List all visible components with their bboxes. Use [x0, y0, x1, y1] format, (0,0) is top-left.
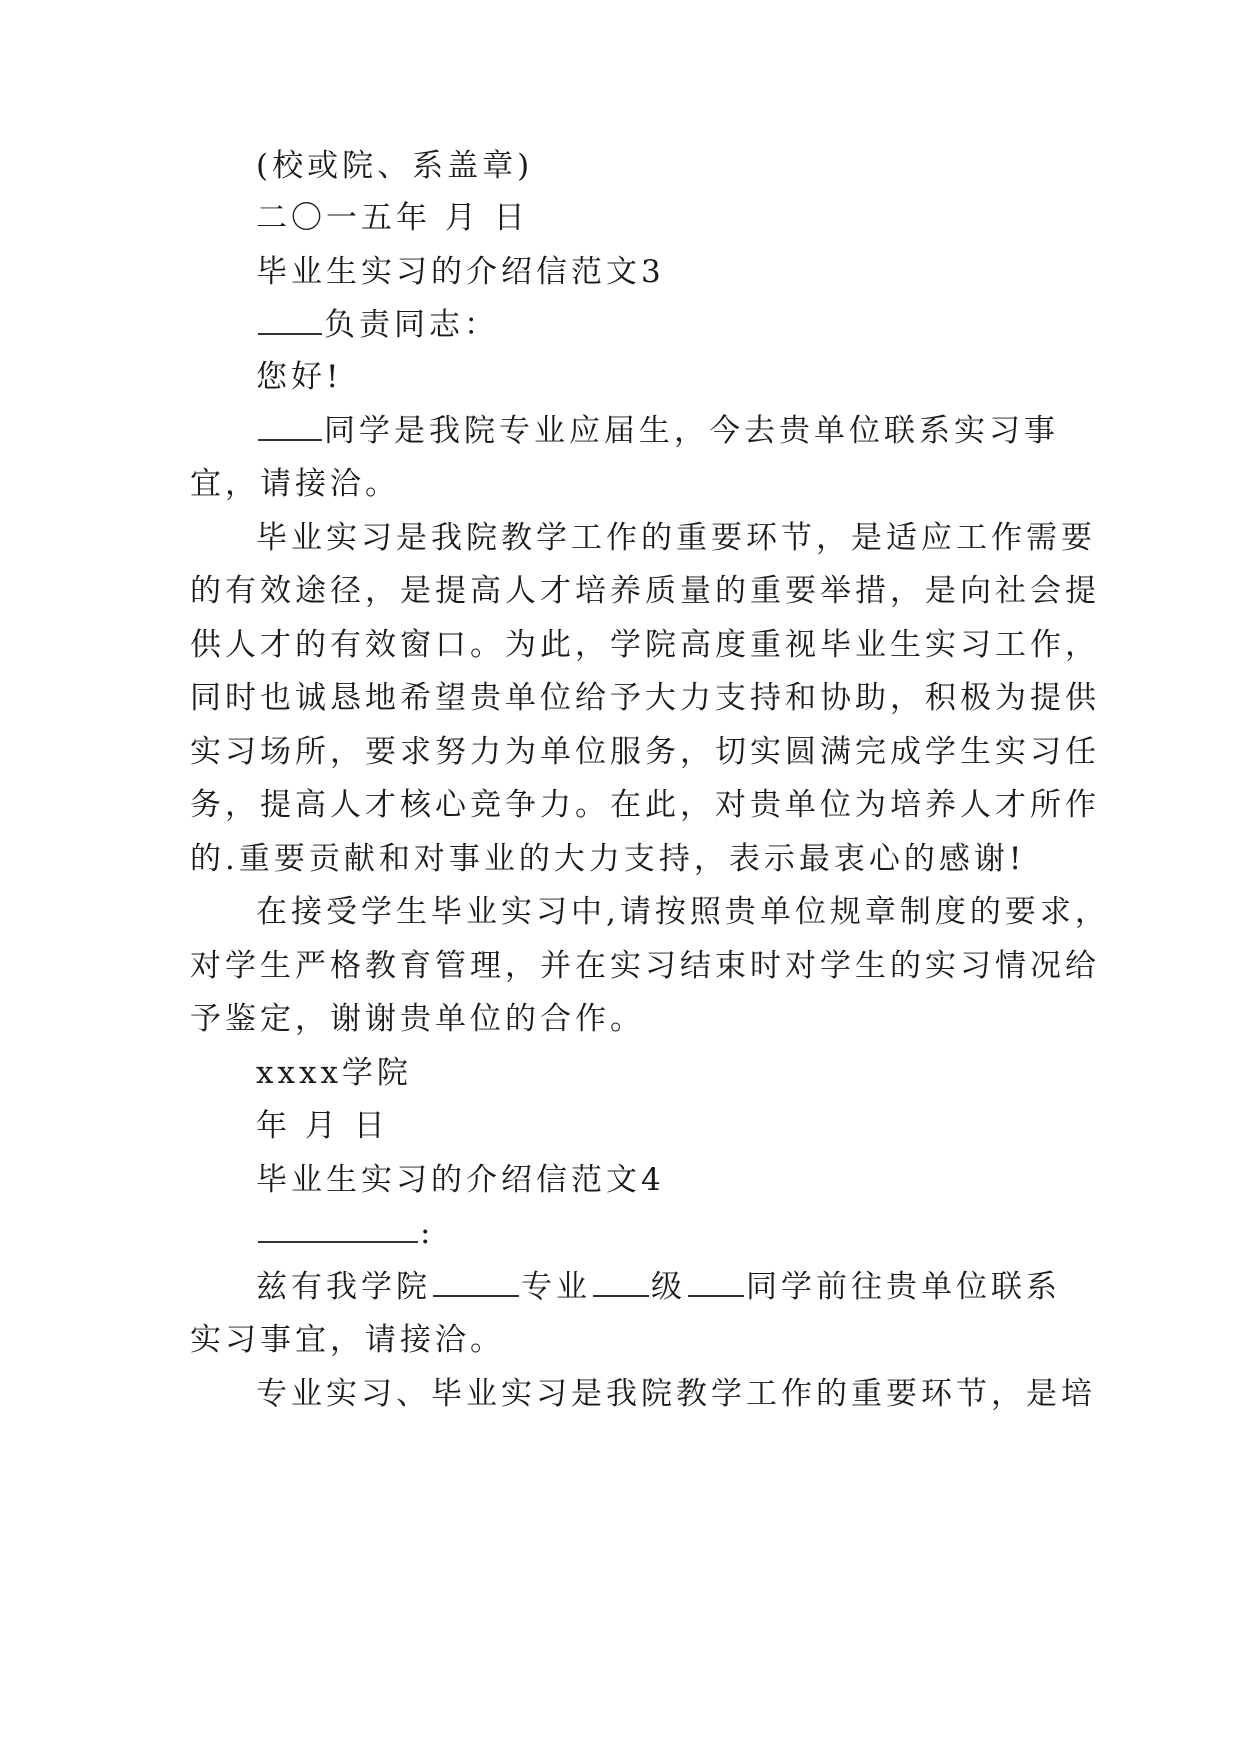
paragraph-line: 在接受学生毕业实习中,请按照贵单位规章制度的要求，: [256, 894, 1110, 930]
paragraph-text: 同学是我院专业应届生，今去贵单位联系实习事: [324, 413, 1059, 449]
salutation-text: :: [420, 1215, 435, 1251]
date-line: 年 月 日: [256, 1108, 389, 1144]
paragraph-line: 予鉴定，谢谢贵单位的合作。: [190, 1001, 645, 1037]
blank-field: [258, 413, 322, 441]
paragraph-line: 对学生严格教育管理，并在实习结束时对学生的实习情况给: [190, 948, 1100, 984]
salutation-4: [256, 1213, 434, 1253]
blank-field: [258, 1215, 418, 1243]
stamp-note: (校或院、系盖章): [256, 148, 534, 184]
blank-field: [258, 307, 322, 335]
paragraph-text: 级: [651, 1269, 686, 1305]
paragraph-text: 兹有我学院: [256, 1269, 431, 1305]
paragraph-line: 宜，请接洽。: [190, 466, 400, 502]
paragraph-line: 同时也诚恳地希望贵单位给予大力支持和协助，积极为提供: [190, 680, 1100, 716]
blank-field: [688, 1269, 744, 1297]
paragraph-text: 同学前往贵单位联系: [746, 1269, 1061, 1305]
signature-3: xxxx学院: [256, 1055, 412, 1091]
section-heading-4: 毕业生实习的介绍信范文4: [256, 1162, 665, 1198]
salutation-3: [256, 305, 499, 345]
blank-field: [433, 1269, 519, 1297]
paragraph-line: [256, 1267, 1061, 1307]
blank-field: [593, 1269, 649, 1297]
paragraph-line: 实习场所，要求努力为单位服务，切实圆满完成学生实习任: [190, 734, 1100, 770]
paragraph-line: 的.重要贡献和对事业的大力支持，表示最衷心的感谢!: [190, 841, 1026, 877]
salutation-text: 负责同志：: [324, 307, 499, 343]
paragraph-line: 供人才的有效窗口。为此，学院高度重视毕业生实习工作，: [190, 627, 1100, 663]
paragraph-line: [256, 411, 1059, 451]
paragraph-line: 毕业实习是我院教学工作的重要环节，是适应工作需要: [256, 520, 1096, 556]
date-line: 二〇一五年 月 日: [256, 200, 529, 236]
paragraph-line: 实习事宜，请接洽。: [190, 1322, 505, 1358]
greeting-3: 您好!: [256, 359, 343, 395]
paragraph-line: 的有效途径，是提高人才培养质量的重要举措，是向社会提: [190, 573, 1100, 609]
paragraph-line: 专业实习、毕业实习是我院教学工作的重要环节，是培: [256, 1376, 1096, 1412]
paragraph-line: 务，提高人才核心竞争力。在此，对贵单位为培养人才所作: [190, 787, 1100, 823]
paragraph-text: 专业: [521, 1269, 591, 1305]
section-heading-3: 毕业生实习的介绍信范文3: [256, 254, 665, 290]
